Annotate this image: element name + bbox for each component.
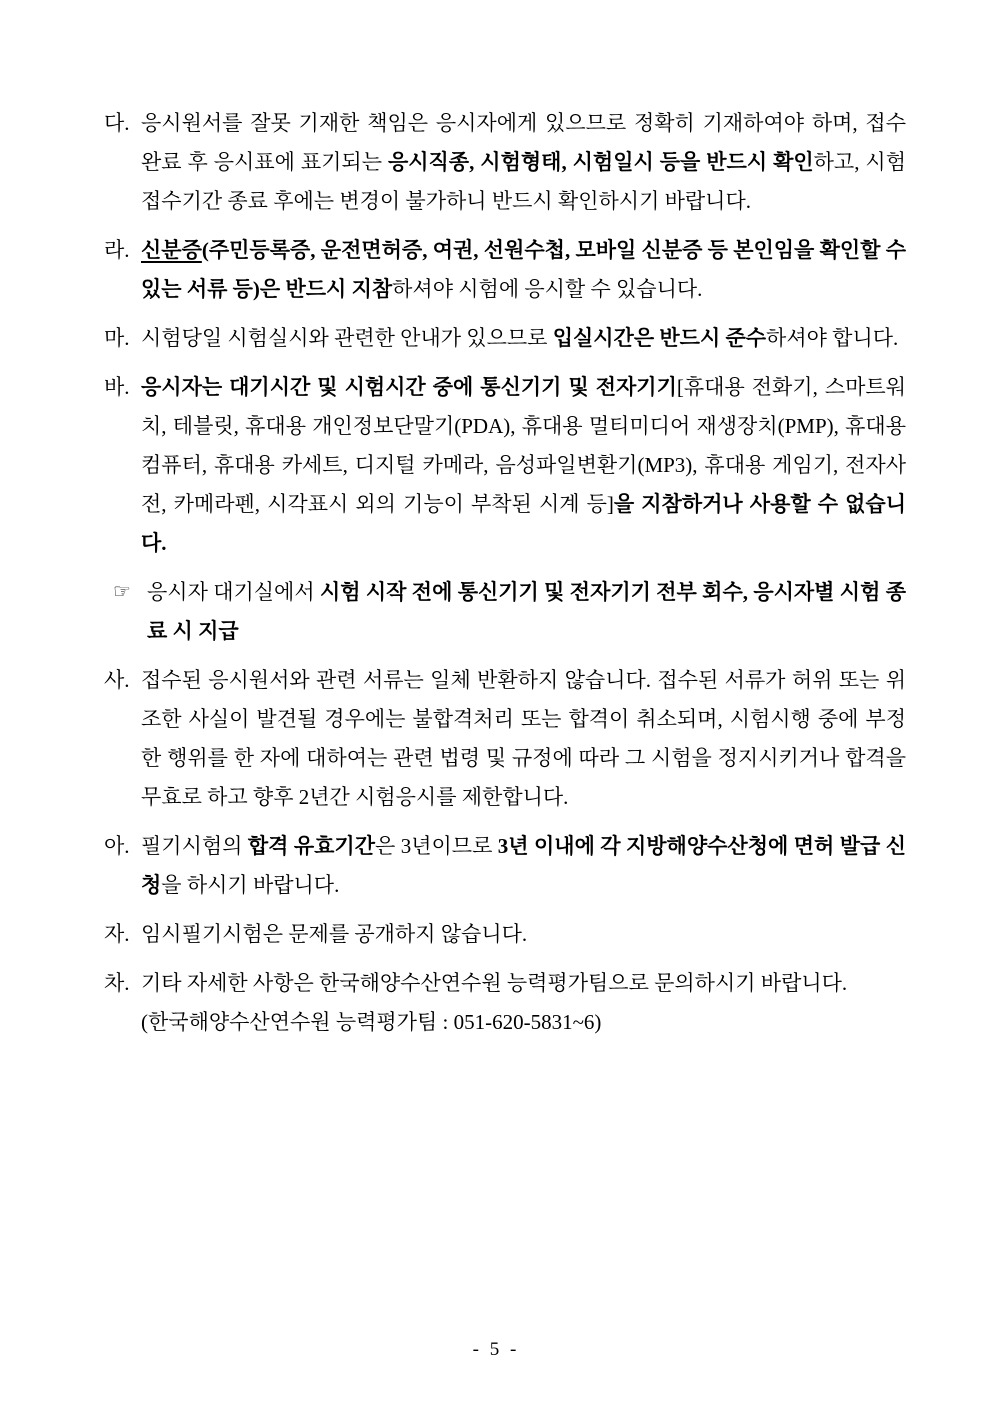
text-segment: 하셔야 합니다. [766, 326, 899, 350]
text-segment: 접수된 응시원서와 관련 서류는 일체 반환하지 않습니다. 접수된 서류가 허위 또는 위조한 사실이 발견될 경우에는 불합격처리 또는 합격이 취소되며, 시험시행 중에 부정한 행위를 한 자에 대하여는 관련 법령 및 규정에 따라 그 시험을 정지시키거나 합격을 무효로 하고 향후 2년간 시험응시를 제한합니다. [141, 668, 906, 809]
text-segment: 합격 유효기간 [247, 834, 375, 858]
item-marker: 차. [104, 971, 130, 995]
item-marker: 라. [104, 238, 130, 262]
item-text [147, 573, 906, 651]
text-segment: 하고, 시험 접수기간 종료 후에는 변경이 불가하니 반드시 확인하시기 바랍니다. [141, 150, 906, 213]
list-item [104, 661, 906, 817]
item-marker: 사. [104, 668, 130, 692]
item-text [141, 915, 906, 954]
item-marker: 아. [104, 834, 130, 858]
list-item [104, 319, 906, 358]
text-segment: 입실시간은 반드시 준수 [552, 326, 767, 350]
document-body [104, 104, 906, 1052]
item-text [141, 104, 906, 221]
text-segment: 하셔야 시험에 응시할 수 있습니다. [392, 277, 703, 301]
list-item [113, 573, 906, 651]
page-number: - 5 - [472, 1339, 520, 1360]
item-marker: 바. [104, 375, 130, 399]
pointing-hand-icon: ☞ [113, 581, 131, 603]
list-item [104, 368, 906, 563]
item-text [141, 964, 906, 1042]
item-text [141, 231, 906, 309]
text-segment: 시험당일 시험실시와 관련한 안내가 있으므로 [141, 326, 553, 350]
text-segment: 응시자 대기실에서 [147, 580, 320, 604]
text-segment: 을 하시기 바랍니다. [161, 873, 340, 897]
text-segment: 3년 이내에 각 지방해양수산청에 면허 발급 신청 [141, 834, 906, 897]
item-marker: 다. [104, 111, 130, 135]
text-segment: [휴대용 전화기, 스마트워치, 테블릿, 휴대용 개인정보단말기(PDA), 휴대용 멀티미디어 재생장치(PMP), 휴대용 컴퓨터, 휴대용 카세트, 디지털 카메라, 음성파일변환기(MP3), 휴대용 게임기, 전자사전, 카메라펜, 시각표시 외의 기능이 부착된 시계 등] [141, 375, 906, 516]
text-segment: 응시원서를 잘못 기재한 책임은 응시자에게 있으므로 정확히 기재하여야 하며, 접수 완료 후 응시표에 표기되는 [141, 111, 906, 174]
text-segment: (한국해양수산연수원 능력평가팀 : 051-620-5831~6) [141, 1010, 602, 1034]
list-item [104, 915, 906, 954]
item-text [141, 319, 906, 358]
item-text [141, 661, 906, 817]
item-marker: 자. [104, 922, 130, 946]
list-item [104, 231, 906, 309]
item-text [141, 827, 906, 905]
text-segment: 응시자는 대기시간 및 시험시간 중에 통신기기 및 전자기기 [141, 375, 677, 399]
text-segment: 기타 자세한 사항은 한국해양수산연수원 능력평가팀으로 문의하시기 바랍니다. [141, 971, 848, 995]
text-segment: 필기시험의 [141, 834, 248, 858]
item-marker: 마. [104, 326, 130, 350]
text-segment: 임시필기시험은 문제를 공개하지 않습니다. [141, 922, 528, 946]
text-segment: 신분증 [141, 238, 202, 262]
list-item [104, 964, 906, 1042]
text-segment: 을 지참하거나 사용할 수 없습니다. [141, 492, 906, 555]
item-text [141, 368, 906, 563]
text-segment: 시험 시작 전에 통신기기 및 전자기기 전부 회수, 응시자별 시험 종료 시 지급 [147, 580, 906, 643]
text-segment: 응시직종, 시험형태, 시험일시 등을 반드시 확인 [387, 150, 814, 174]
list-item [104, 827, 906, 905]
text-segment: 은 3년이므로 [375, 834, 498, 858]
text-segment: (주민등록증, 운전면허증, 여권, 선원수첩, 모바일 신분증 등 본인임을 확인할 수 있는 서류 등)은 반드시 지참 [141, 238, 906, 301]
list-item [104, 104, 906, 221]
